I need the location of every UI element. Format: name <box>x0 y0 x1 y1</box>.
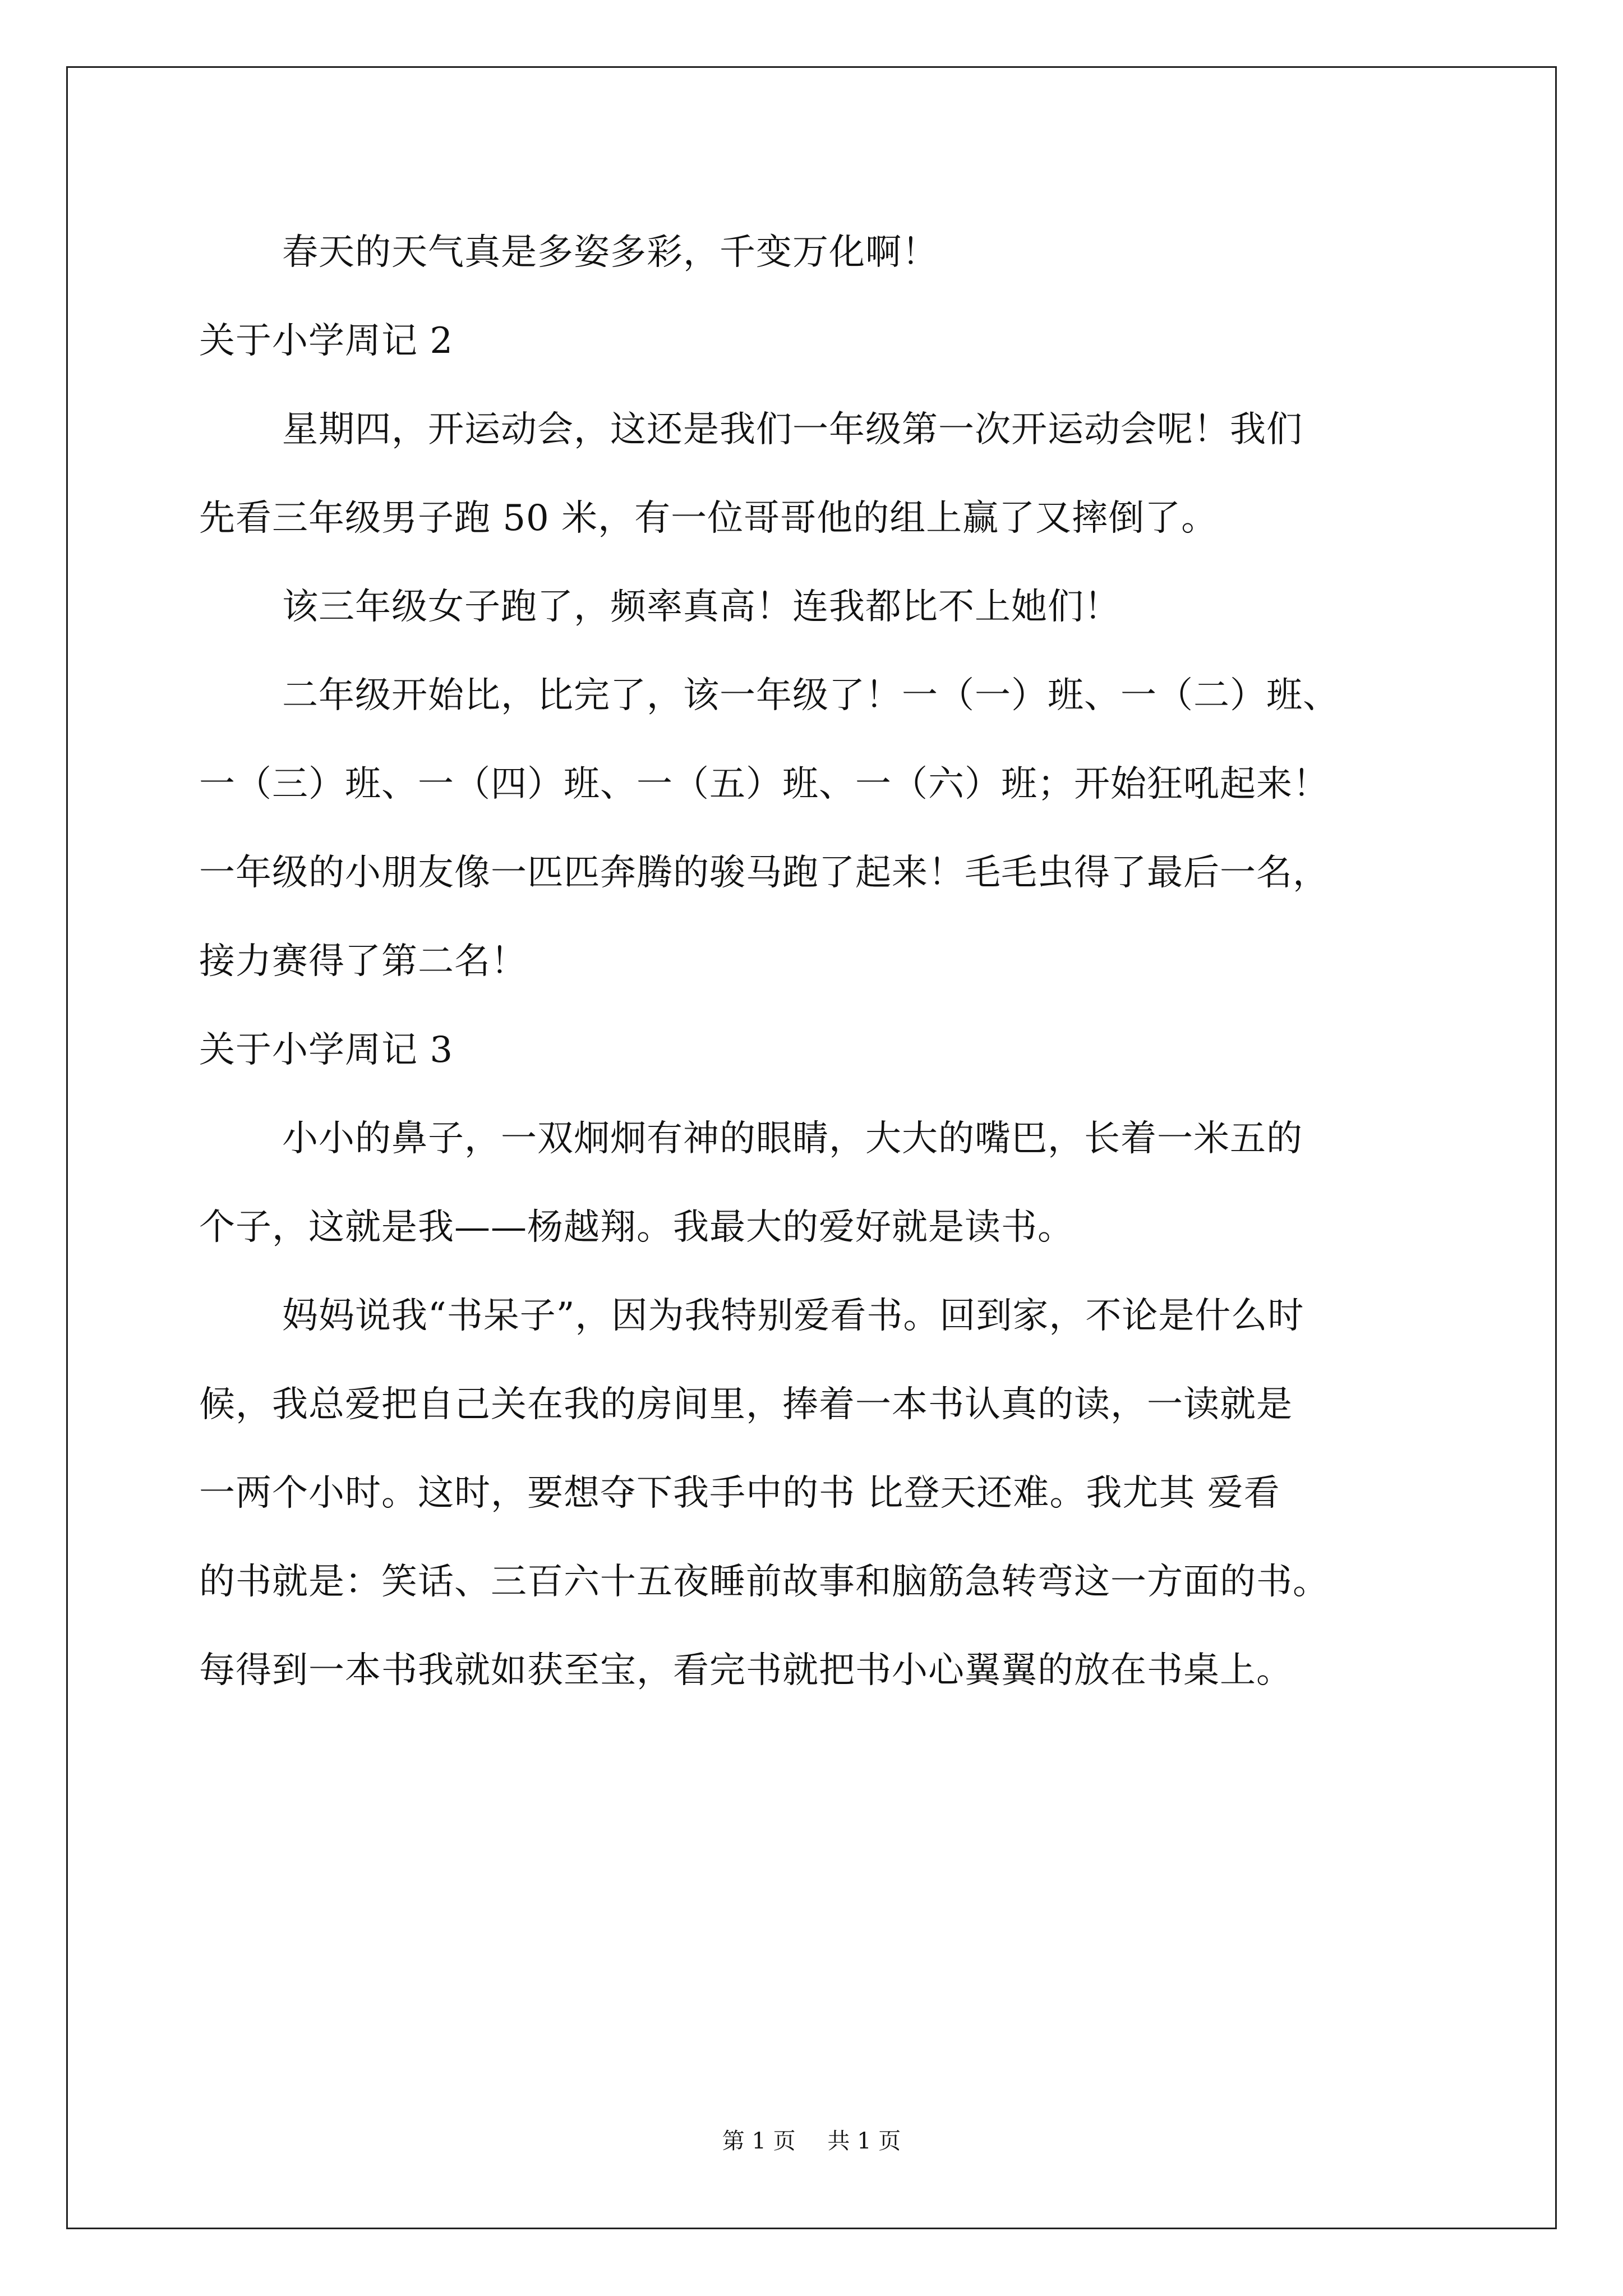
section-heading: 关于小学周记 3 <box>199 1029 454 1071</box>
paragraph-line: 先看三年级男子跑 50 米，有一位哥哥他的组上赢了又摔倒了。 <box>199 498 1218 539</box>
paragraph-line: 春天的天气真是多姿多彩，千变万化啊！ <box>282 232 938 273</box>
paragraph-line: 候，我总爱把自己关在我的房间里，捧着一本书认真的读，一读就是 <box>199 1384 1293 1425</box>
paragraph-line: 星期四，开运动会，这还是我们一年级第一次开运动会呢！我们 <box>282 409 1303 450</box>
page-footer <box>0 2127 1623 2155</box>
paragraph-line: 妈妈说我“书呆子”，因为我特别爱看书。回到家，不论是什么时 <box>282 1295 1304 1337</box>
section-heading: 关于小学周记 2 <box>199 320 454 362</box>
paragraph-line: 一两个小时。这时，要想夺下我手中的书 比登天还难。我尤其 爱看 <box>199 1473 1280 1514</box>
paragraph-line: 个子，这就是我——杨越翔。我最大的爱好就是读书。 <box>199 1207 1074 1248</box>
paragraph-line: 一（三）班、一（四）班、一（五）班、一（六）班；开始狂吼起来！ <box>199 763 1329 805</box>
page-total: 共 1 页 <box>827 2128 901 2154</box>
paragraph-line: 接力赛得了第二名！ <box>199 941 527 982</box>
paragraph-line: 的书就是：笑话、三百六十五夜睡前故事和脑筋急转弯这一方面的书。 <box>199 1561 1329 1603</box>
paragraph-line: 二年级开始比，比完了，该一年级了！一（一）班、一（二）班、 <box>282 675 1339 716</box>
paragraph-line: 该三年级女子跑了，频率真高！连我都比不上她们！ <box>282 586 1121 628</box>
paragraph-line: 一年级的小朋友像一匹匹奔腾的骏马跑了起来！毛毛虫得了最后一名， <box>199 852 1329 894</box>
document-body <box>199 222 1467 1728</box>
paragraph-line: 每得到一本书我就如获至宝，看完书就把书小心翼翼的放在书桌上。 <box>199 1650 1293 1691</box>
paragraph-line: 小小的鼻子，一双炯炯有神的眼睛，大大的嘴巴，长着一米五的 <box>282 1118 1303 1159</box>
page-number: 第 1 页 <box>722 2128 796 2154</box>
